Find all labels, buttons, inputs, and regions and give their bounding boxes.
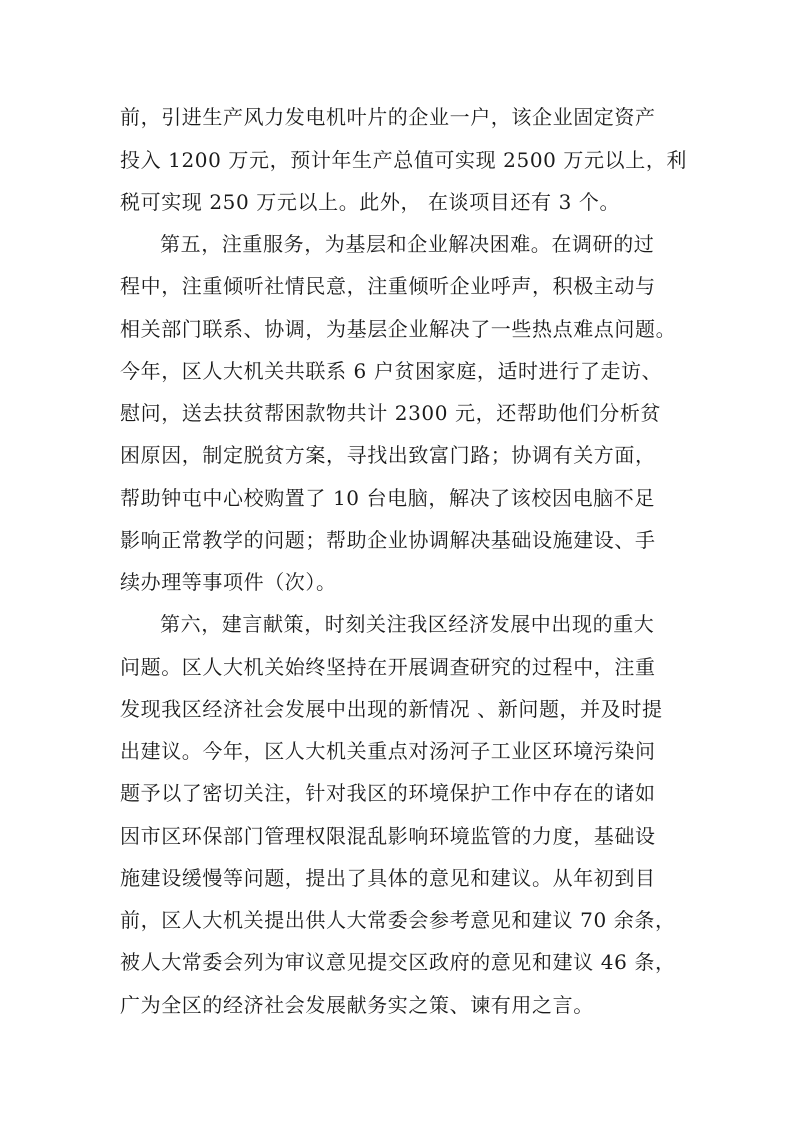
text-line: 今年，区人大机关共联系 6 户贫困家庭，适时进行了走访、 (120, 359, 663, 383)
paragraph-5-first-line: 第五，注重服务，为基层和企业解决困难。在调研的过 (160, 232, 655, 256)
text-line: 因市区环保部门管理权限混乱影响环境监管的力度，基础设 (120, 824, 656, 848)
text-line: 程中，注重倾听社情民意，注重倾听企业呼声，积极主动与 (120, 274, 656, 298)
text-line: 前，引进生产风力发电机叶片的企业一户，该企业固定资产 (120, 105, 656, 129)
paragraph-6-first-line: 第六，建言献策，时刻关注我区经济发展中出现的重大 (160, 612, 655, 636)
text-line: 广为全区的经济社会发展献务实之策、谏有用之言。 (120, 993, 594, 1017)
text-line: 慰问，送去扶贫帮困款物共计 2300 元，还帮助他们分析贫 (120, 401, 662, 425)
text-line: 被人大常委会列为审议意见提交区政府的意见和建议 46 条， (120, 950, 676, 974)
text-line: 施建设缓慢等问题，提出了具体的意见和建议。从年初到目 (120, 866, 656, 890)
text-line: 影响正常教学的问题；帮助企业协调解决基础设施建设、手 (120, 528, 656, 552)
text-line: 发现我区经济社会发展中出现的新情况 、新问题，并及时提 (120, 697, 663, 721)
text-line: 问题。区人大机关始终坚持在开展调查研究的过程中，注重 (120, 655, 656, 679)
text-line: 困原因，制定脱贫方案，寻找出致富门路；协调有关方面， (120, 443, 656, 467)
text-line: 前，区人大机关提出供人大常委会参考意见和建议 70 余条， (120, 908, 676, 932)
text-line: 续办理等事项件（次）。 (120, 570, 337, 594)
text-line: 题予以了密切关注，针对我区的环境保护工作中存在的诸如 (120, 781, 656, 805)
text-line: 帮助钟屯中心校购置了 10 台电脑，解决了该校因电脑不足 (120, 486, 655, 510)
text-line: 税可实现 250 万元以上。此外， 在谈项目还有 3 个。 (120, 190, 621, 214)
text-line: 出建议。今年，区人大机关重点对汤河子工业区环境污染问 (120, 739, 656, 763)
text-line: 相关部门联系、协调，为基层企业解决了一些热点难点问题。 (120, 317, 677, 341)
text-line: 投入 1200 万元，预计年生产总值可实现 2500 万元以上，利 (120, 148, 688, 172)
